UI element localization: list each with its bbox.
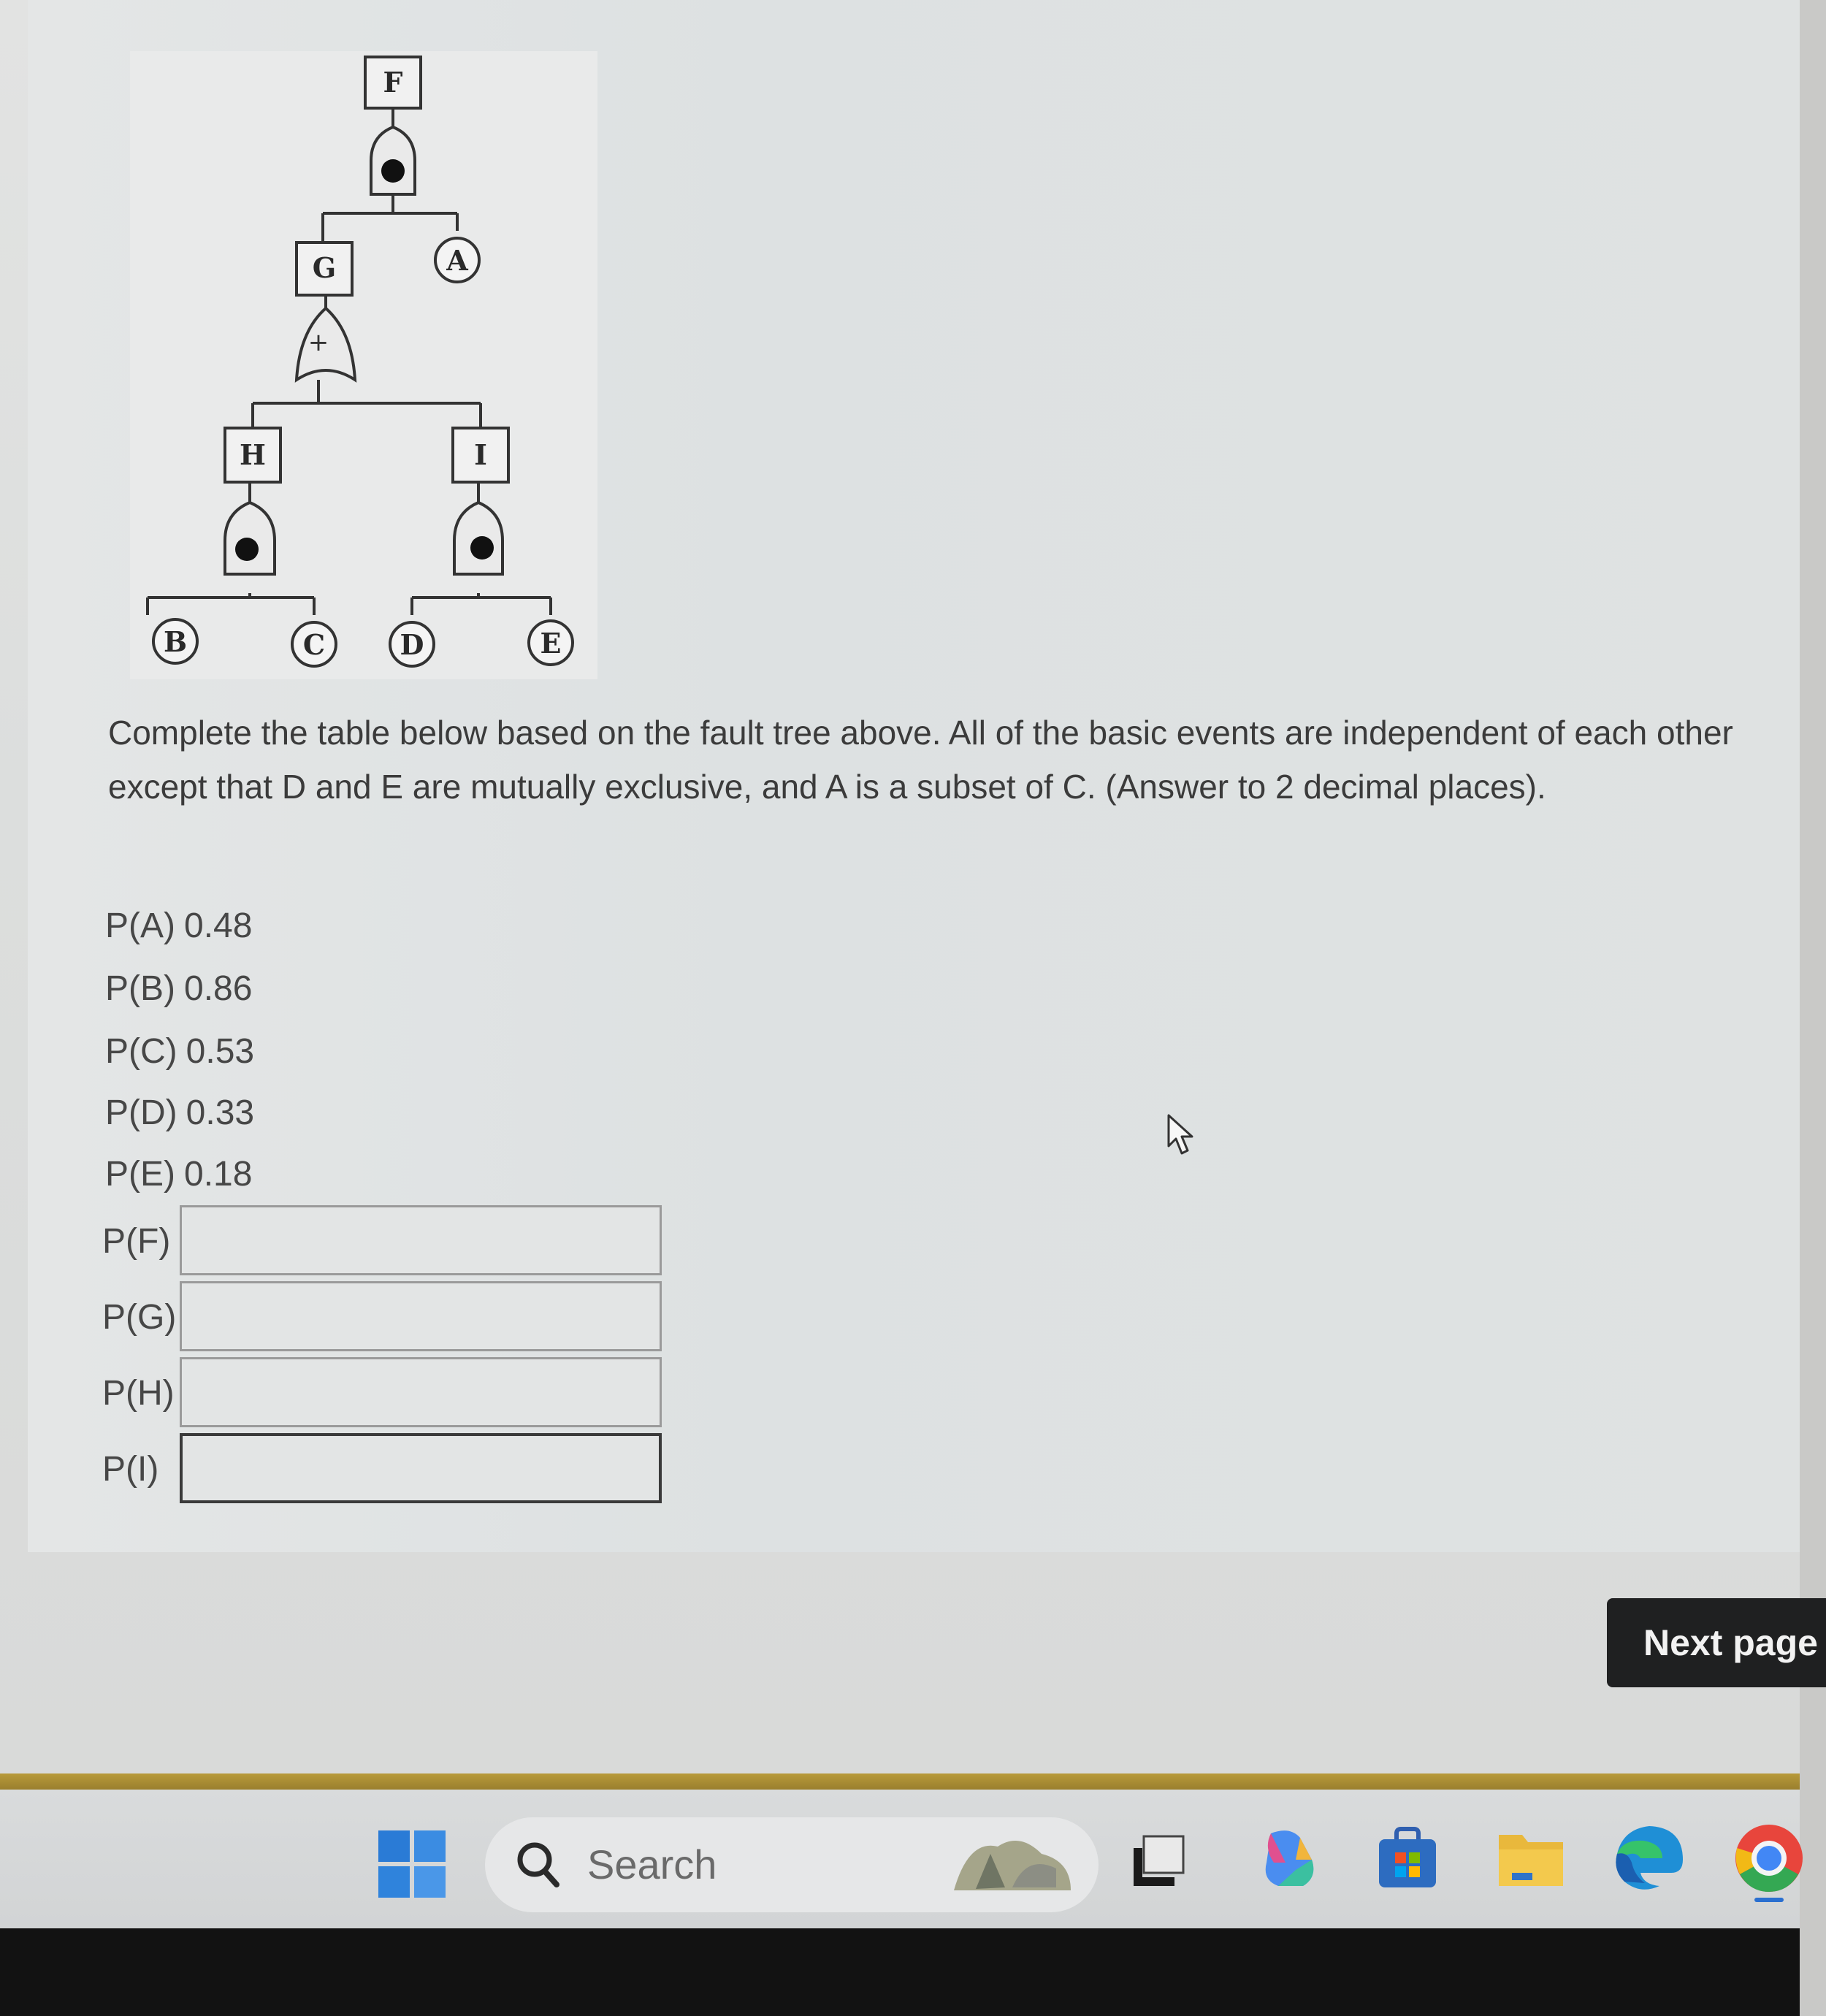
event-box-f — [365, 57, 421, 108]
given-value: 0.33 — [186, 1093, 255, 1132]
answer-label-i: P(I) — [102, 1450, 159, 1489]
question-panel — [28, 0, 1800, 1552]
given-label: P(B) — [105, 969, 175, 1008]
search-icon — [514, 1839, 562, 1890]
search-label: Search — [587, 1841, 717, 1887]
taskbar — [0, 1790, 1800, 1928]
answer-label-f: P(F) — [102, 1222, 171, 1261]
answer-row-i — [102, 1433, 672, 1505]
or-gate-g — [297, 308, 355, 380]
svg-text:B: B — [163, 625, 188, 658]
windows-start-icon[interactable] — [378, 1830, 446, 1898]
task-view-icon[interactable] — [1131, 1833, 1186, 1889]
basic-event-a — [435, 238, 479, 282]
answer-row-g — [102, 1281, 672, 1353]
given-row-a — [105, 904, 261, 948]
basic-event-d — [390, 622, 434, 666]
given-value: 0.53 — [186, 1032, 255, 1071]
or-gate-symbol: + — [307, 328, 329, 357]
question-text: Complete the table below based on the fault tree above. All of the basic events are independent of each other except that D and E are mutually exclusive, and A is a subset of C. (Answer to 2 decimal places). — [108, 714, 1733, 806]
svg-text:D: D — [400, 628, 424, 661]
event-box-i — [453, 428, 508, 482]
and-gate-f — [371, 127, 415, 194]
and-gate-h — [225, 503, 275, 574]
svg-text:C: C — [302, 628, 326, 661]
basic-event-c — [292, 622, 336, 666]
given-row-d — [105, 1091, 263, 1135]
given-label: P(C) — [105, 1032, 177, 1071]
edge-icon[interactable] — [1611, 1822, 1687, 1898]
copilot-icon[interactable] — [1256, 1826, 1323, 1893]
next-page-button[interactable]: Next page — [1607, 1598, 1826, 1687]
fault-tree-diagram — [130, 51, 597, 679]
chrome-icon[interactable] — [1733, 1822, 1800, 1902]
event-box-g — [297, 243, 352, 295]
and-gate-i — [454, 503, 503, 574]
given-value: 0.18 — [184, 1155, 253, 1194]
answer-input-h[interactable] — [180, 1357, 662, 1427]
answer-input-i[interactable] — [180, 1433, 662, 1503]
fault-tree-svg — [130, 51, 597, 679]
answer-label-g: P(G) — [102, 1298, 177, 1337]
taskbar-accent-strip — [0, 1773, 1800, 1790]
svg-text:G: G — [312, 251, 337, 284]
given-label: P(A) — [105, 906, 175, 945]
svg-text:H: H — [240, 438, 266, 471]
event-box-h — [225, 428, 280, 482]
svg-text:E: E — [540, 627, 562, 660]
mouse-cursor-icon — [1167, 1114, 1196, 1158]
basic-event-b — [153, 619, 197, 663]
given-label: P(E) — [105, 1155, 175, 1194]
given-row-e — [105, 1153, 261, 1196]
answer-label-h: P(H) — [102, 1374, 175, 1413]
answer-row-h — [102, 1357, 672, 1429]
given-value: 0.86 — [184, 969, 253, 1008]
laptop-bezel — [0, 1928, 1800, 2016]
basic-event-e — [529, 621, 573, 665]
svg-text:I: I — [474, 438, 487, 471]
microsoft-store-icon[interactable] — [1375, 1826, 1440, 1892]
given-row-b — [105, 967, 261, 1011]
file-explorer-icon[interactable] — [1496, 1828, 1566, 1890]
given-row-c — [105, 1030, 263, 1074]
given-label: P(D) — [105, 1093, 177, 1132]
given-value: 0.48 — [184, 906, 253, 945]
widgets-icon[interactable] — [947, 1825, 1078, 1898]
svg-text:F: F — [383, 66, 403, 99]
answer-input-f[interactable] — [180, 1205, 662, 1275]
answer-input-g[interactable] — [180, 1281, 662, 1351]
answer-row-f — [102, 1205, 672, 1277]
svg-text:A: A — [446, 244, 468, 277]
